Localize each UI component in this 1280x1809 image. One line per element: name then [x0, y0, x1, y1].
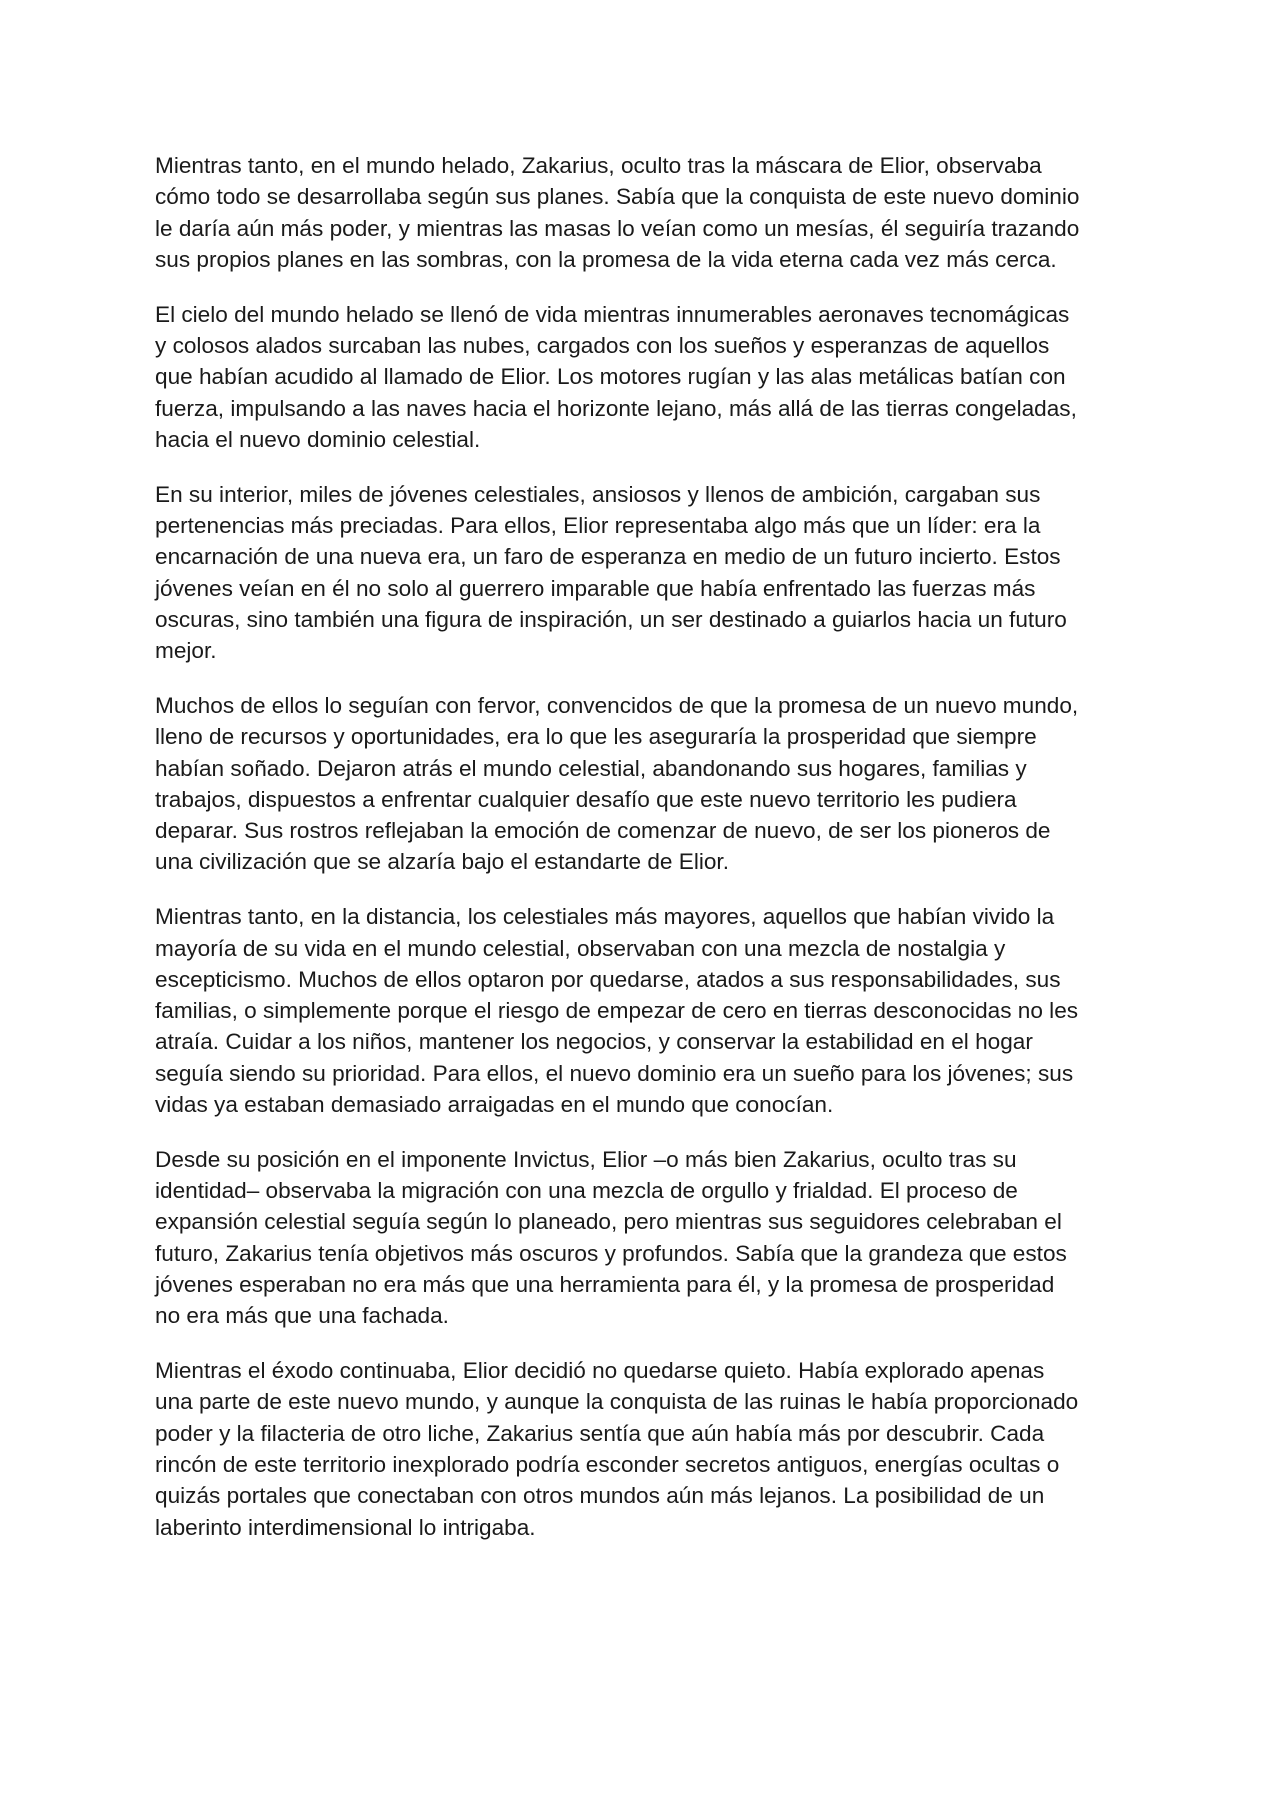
paragraph: Desde su posición en el imponente Invictus, Elior –o más bien Zakarius, oculto tras su identidad– observaba la migración con una mezcla de orgullo y frialdad. El proceso de expansión celestial seguía según lo planeado, pero mientras sus seguidores celebraban el futuro, Zakarius tenía objetivos más oscuros y profundos. Sabía que la grandeza que estos jóvenes esperaban no era más que una herramienta para él, y la promesa de prosperidad no era más que una fachada.	[155, 1146, 1067, 1329]
paragraph: Muchos de ellos lo seguían con fervor, convencidos de que la promesa de un nuevo mundo, lleno de recursos y oportunidades, era lo que les aseguraría la prosperidad que siempre habían soñado. Dejaron atrás el mundo celestial, abandonando sus hogares, familias y trabajos, dispuestos a enfrentar cualquier desafío que este nuevo territorio les pudiera deparar. Sus rostros reflejaban la emoción de comenzar de nuevo, de ser los pioneros de una civilización que se alzaría bajo el estandarte de Elior.	[155, 692, 1079, 875]
paragraph: Mientras tanto, en el mundo helado, Zakarius, oculto tras la máscara de Elior, observaba cómo todo se desarrollaba según sus planes. Sabía que la conquista de este nuevo dominio le daría aún más poder, y mientras las masas lo veían como un mesías, él seguiría trazando sus propios planes en las sombras, con la promesa de la vida eterna cada vez más cerca.	[155, 153, 1080, 272]
paragraph: Mientras tanto, en la distancia, los celestiales más mayores, aquellos que habían vivido la mayoría de su vida en el mundo celestial, observaban con una mezcla de nostalgia y escepticismo. Muchos de ellos optaron por quedarse, atados a sus responsabilidades, sus familias, o simplemente porque el riesgo de empezar de cero en tierras desconocidas no les atraía. Cuidar a los niños, mantener los negocios, y conservar la estabilidad en el hogar seguía siendo su prioridad. Para ellos, el nuevo dominio era un sueño para los jóvenes; sus vidas ya estaban demasiado arraigadas en el mundo que conocían.	[155, 904, 1079, 1118]
paragraph: En su interior, miles de jóvenes celestiales, ansiosos y llenos de ambición, cargaban sus pertenencias más preciadas. Para ellos, Elior representaba algo más que un líder: era la encarnación de una nueva era, un faro de esperanza en medio de un futuro incierto. Estos jóvenes veían en él no solo al guerrero imparable que había enfrentado las fuerzas más oscuras, sino también una figura de inspiración, un ser destinado a guiarlos hacia un futuro mejor.	[155, 481, 1067, 664]
paragraph: Mientras el éxodo continuaba, Elior decidió no quedarse quieto. Había explorado apenas una parte de este nuevo mundo, y aunque la conquista de las ruinas le había proporcionado poder y la filacteria de otro liche, Zakarius sentía que aún había más por descubrir. Cada rincón de este territorio inexplorado podría esconder secretos antiguos, energías ocultas o quizás portales que conectaban con otros mundos aún más lejanos. La posibilidad de un laberinto interdimensional lo intrigaba.	[155, 1358, 1079, 1540]
paragraph: El cielo del mundo helado se llenó de vida mientras innumerables aeronaves tecnomágicas y colosos alados surcaban las nubes, cargados con los sueños y esperanzas de aquellos que habían acudido al llamado de Elior. Los motores rugían y las alas metálicas batían con fuerza, impulsando a las naves hacia el horizonte lejano, más allá de las tierras congeladas, hacia el nuevo dominio celestial.	[155, 301, 1077, 452]
